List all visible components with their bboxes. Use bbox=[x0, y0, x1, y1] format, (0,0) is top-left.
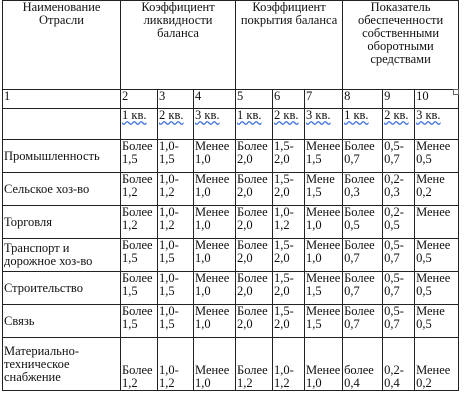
value-cell: 1,0-1,5 bbox=[158, 239, 194, 272]
industry-name: Транспорт и дорожное хоз-во bbox=[3, 239, 121, 272]
value-cell: Более 1,2 bbox=[121, 173, 158, 206]
value-cell: Более 1,2 bbox=[236, 338, 273, 391]
table-container bbox=[2, 0, 462, 391]
table-row bbox=[3, 140, 459, 173]
value-cell: Менее 0,5 bbox=[415, 140, 459, 173]
header-own-working-capital: Показатель обеспеченности собственными оборотными средствами bbox=[343, 1, 459, 90]
value-cell: Более 2,0 bbox=[236, 239, 273, 272]
value-cell: 0,5-0,7 bbox=[383, 140, 415, 173]
value-cell: Более 0,7 bbox=[343, 140, 383, 173]
column-number: 2 bbox=[121, 90, 158, 109]
value-cell: 1,5-2,0 bbox=[273, 173, 305, 206]
value-cell: Более 1,5 bbox=[121, 140, 158, 173]
value-cell: Менее 1,0 bbox=[305, 206, 343, 239]
value-cell: Менее 1,5 bbox=[305, 272, 343, 305]
value-cell: Мене 1,5 bbox=[305, 173, 343, 206]
column-numbers-row bbox=[3, 90, 459, 109]
quarter-label: 2 кв. bbox=[274, 108, 299, 122]
value-cell: Менее 1,0 bbox=[194, 140, 236, 173]
quarter-cell bbox=[236, 109, 273, 140]
value-cell: Более 0,3 bbox=[343, 173, 383, 206]
industry-name: Торговля bbox=[3, 206, 121, 239]
value-cell: Менее 0,5 bbox=[415, 272, 459, 305]
quarter-cell bbox=[194, 109, 236, 140]
value-cell: Более 0,7 bbox=[343, 239, 383, 272]
value-cell: Более 1,5 bbox=[121, 272, 158, 305]
value-cell: Менее 0,5 bbox=[415, 239, 459, 272]
table-row bbox=[3, 173, 459, 206]
value-cell: более 0,4 bbox=[343, 338, 383, 391]
value-cell: Более 2,0 bbox=[236, 173, 273, 206]
value-cell: Менее 1,0 bbox=[194, 338, 236, 391]
quarter-label: 2 кв. bbox=[384, 108, 409, 122]
value-cell: 0,5-0,7 bbox=[383, 305, 415, 338]
value-cell: Более 2,0 bbox=[236, 140, 273, 173]
industry-name: Промышленность bbox=[3, 140, 121, 173]
quarter-label: 3 кв. bbox=[416, 108, 441, 122]
value-cell: 1,0-1,5 bbox=[158, 272, 194, 305]
value-cell: Мене 0,5 bbox=[415, 305, 459, 338]
table-row bbox=[3, 305, 459, 338]
value-cell: Более 1,2 bbox=[121, 338, 158, 391]
quarter-label: 1 кв. bbox=[237, 108, 262, 122]
quarter-cell bbox=[305, 109, 343, 140]
value-cell: Менее 1,0 bbox=[194, 206, 236, 239]
quarter-cell bbox=[343, 109, 383, 140]
column-number: 3 bbox=[158, 90, 194, 109]
column-number: 10 bbox=[415, 90, 459, 109]
value-cell: 1,0-1,5 bbox=[158, 305, 194, 338]
value-cell: Более 0,5 bbox=[343, 206, 383, 239]
industry-name: Материально-техническое снабжение bbox=[3, 338, 121, 391]
value-cell: Менее 1,0 bbox=[194, 239, 236, 272]
value-cell: Менее 1,5 bbox=[305, 140, 343, 173]
column-number: 1 bbox=[3, 90, 121, 109]
quarter-cell bbox=[415, 109, 459, 140]
industry-name: Связь bbox=[3, 305, 121, 338]
table-row bbox=[3, 338, 459, 391]
quarters-row bbox=[3, 109, 459, 140]
value-cell: 1,0-1,5 bbox=[158, 140, 194, 173]
quarter-label: 3 кв. bbox=[306, 108, 331, 122]
value-cell: 0,5-0,7 bbox=[383, 272, 415, 305]
value-cell: 1,5-2,0 bbox=[273, 239, 305, 272]
value-cell: 1,0-1,2 bbox=[158, 206, 194, 239]
value-cell: Более 0,7 bbox=[343, 272, 383, 305]
value-cell: Более 2,0 bbox=[236, 206, 273, 239]
value-cell: Менее 1,0 bbox=[194, 272, 236, 305]
value-cell: 1,5-2,0 bbox=[273, 305, 305, 338]
quarter-label: 2 кв. bbox=[159, 108, 184, 122]
value-cell: Более 0,7 bbox=[343, 305, 383, 338]
table-row bbox=[3, 239, 459, 272]
value-cell: 0,2-0,5 bbox=[383, 206, 415, 239]
coefficients-table bbox=[2, 0, 459, 391]
column-number: 8 bbox=[343, 90, 383, 109]
value-cell: 1,5-2,0 bbox=[273, 272, 305, 305]
value-cell: Более 2,0 bbox=[236, 272, 273, 305]
quarter-cell bbox=[158, 109, 194, 140]
quarter-cell bbox=[121, 109, 158, 140]
table-row bbox=[3, 272, 459, 305]
column-number: 5 bbox=[236, 90, 273, 109]
value-cell: Менее 1,0 bbox=[305, 239, 343, 272]
value-cell: Менее bbox=[415, 206, 459, 239]
column-number: 4 bbox=[194, 90, 236, 109]
header-coverage-coefficient: Коэффициент покрытия баланса bbox=[236, 1, 343, 90]
value-cell: 1,0-1,2 bbox=[158, 173, 194, 206]
value-cell: Менее 1,5 bbox=[305, 305, 343, 338]
industry-name: Строительство bbox=[3, 272, 121, 305]
value-cell: Менее 1,0 bbox=[194, 173, 236, 206]
column-number: 6 bbox=[273, 90, 305, 109]
industry-name: Сельское хоз-во bbox=[3, 173, 121, 206]
header-industry-name: Наименование Отрасли bbox=[3, 1, 121, 90]
table-resize-handle[interactable] bbox=[453, 89, 459, 95]
quarter-cell bbox=[273, 109, 305, 140]
value-cell: Менее 1,0 bbox=[305, 338, 343, 391]
quarter-cell bbox=[383, 109, 415, 140]
value-cell: Менее 0,2 bbox=[415, 338, 459, 391]
value-cell: 1,0-1,2 bbox=[158, 338, 194, 391]
value-cell: 0,5-0,7 bbox=[383, 239, 415, 272]
value-cell: Более 1,5 bbox=[121, 305, 158, 338]
quarter-blank-cell bbox=[3, 109, 121, 140]
value-cell: 0,2-0,3 bbox=[383, 173, 415, 206]
header-liquidity-coefficient: Коэффициент ликвидности баланса bbox=[121, 1, 236, 90]
header-row bbox=[3, 1, 459, 90]
value-cell: 1,0-1,2 bbox=[273, 206, 305, 239]
quarter-label: 1 кв. bbox=[122, 108, 147, 122]
column-number: 7 bbox=[305, 90, 343, 109]
quarter-label: 1 кв. bbox=[344, 108, 369, 122]
value-cell: 1,5-2,0 bbox=[273, 140, 305, 173]
value-cell: 1,0-1,2 bbox=[273, 338, 305, 391]
quarter-label: 3 кв. bbox=[195, 108, 220, 122]
value-cell: 0,2-0,4 bbox=[383, 338, 415, 391]
value-cell: Мене 0,2 bbox=[415, 173, 459, 206]
value-cell: Более 2,0 bbox=[236, 305, 273, 338]
table-row bbox=[3, 206, 459, 239]
value-cell: Более 1,2 bbox=[121, 206, 158, 239]
value-cell: Менее 1,0 bbox=[194, 305, 236, 338]
value-cell: Более 1,5 bbox=[121, 239, 158, 272]
column-number: 9 bbox=[383, 90, 415, 109]
